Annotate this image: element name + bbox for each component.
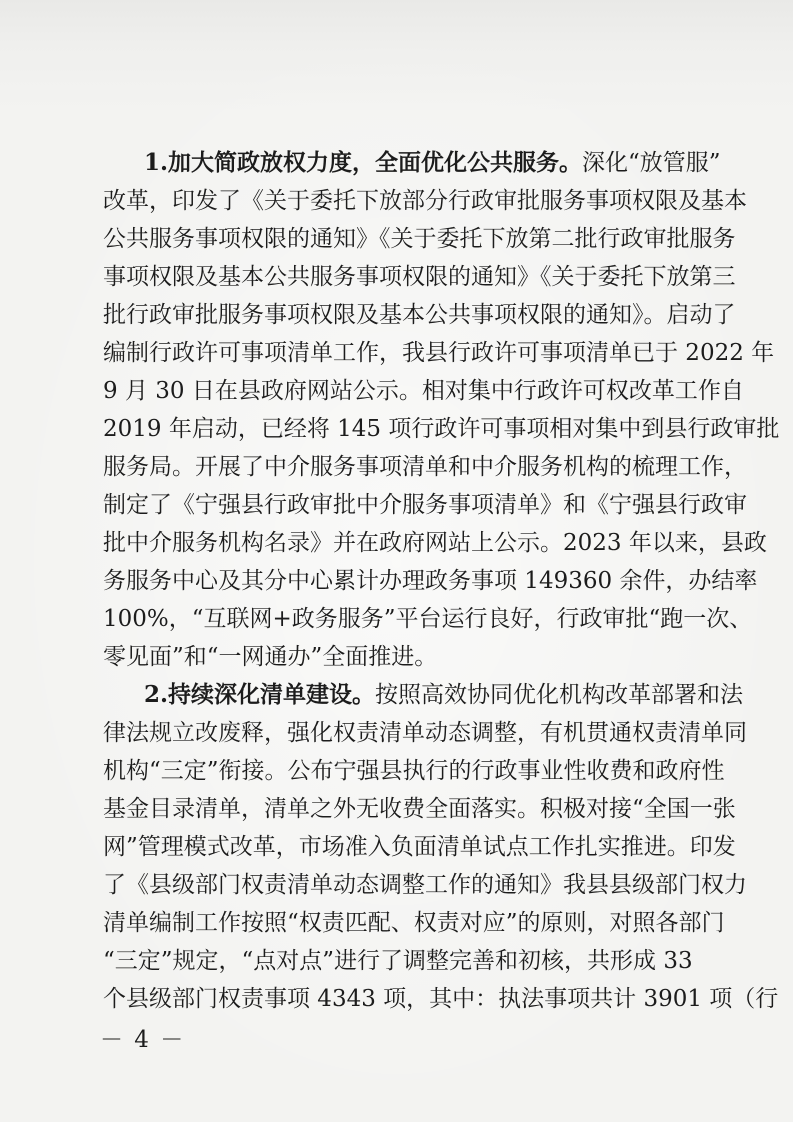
section1-line-2: 公共服务事项权限的通知》《关于委托下放第二批行政审批服务 [103, 226, 736, 252]
section1-line-11: 务服务中心及其分中心累计办理政务事项 149360 余件，办结率 [103, 568, 758, 594]
section2-line-2: 机构“三定”衔接。公布宁强县执行的行政事业性收费和政府性 [103, 758, 725, 784]
section1-line-3: 事项权限及基本公共服务事项权限的通知》《关于委托下放第三 [103, 264, 736, 290]
section2-line-3: 基金目录清单，清单之外无收费全面落实。积极对接“全国一张 [103, 796, 736, 822]
page-number: － 4 － [100, 1027, 186, 1053]
section2-line-0: 按照高效协同优化机构改革部署和法 [375, 682, 744, 708]
section2-line-6: 清单编制工作按照“权责匹配、权责对应”的原则，对照各部门 [103, 910, 725, 936]
section1-line-8: 服务局。开展了中介服务事项清单和中介服务机构的梳理工作， [103, 454, 747, 480]
section1-line-0: 深化“放管服” [582, 150, 721, 176]
section1-line-6: 9 月 30 日在县政府网站公示。相对集中行政许可权改革工作自 [103, 378, 744, 404]
section2-line-8: 个县级部门权责事项 4343 项，其中：执法事项共计 3901 项（行 [103, 986, 779, 1012]
section2-heading: 2.持续深化清单建设。 [144, 681, 376, 708]
section1-line-1: 改革，印发了《关于委托下放部分行政审批服务事项权限及基本 [103, 188, 747, 214]
scan-top-shadow [0, 0, 793, 110]
section2-line-5: 了《县级部门权责清单动态调整工作的通知》我县县级部门权力 [103, 872, 747, 898]
section1-line-7: 2019 年启动，已经将 145 项行政许可事项相对集中到县行政审批 [103, 416, 780, 442]
section1-line-10: 批中介服务机构名录》并在政府网站上公示。2023 年以来，县政 [103, 530, 767, 556]
section1-line-9: 制定了《宁强县行政审批中介服务事项清单》和《宁强县行政审 [103, 492, 747, 518]
section1-line-12: 100%，“互联网+政务服务”平台运行良好，行政审批“跑一次、 [103, 606, 753, 632]
section1-first-line [144, 144, 721, 182]
section1-line-5: 编制行政许可事项清单工作，我县行政许可事项清单已于 2022 年 [103, 340, 775, 366]
section2-line-1: 律法规立改废释，强化权责清单动态调整，有机贯通权责清单同 [103, 720, 747, 746]
section1-line-13: 零见面”和“一网通办”全面推进。 [103, 644, 438, 670]
section2-line-4: 网”管理模式改革，市场准入负面清单试点工作扎实推进。印发 [103, 834, 736, 860]
section1-line-4: 批行政审批服务事项权限及基本公共事项权限的通知》。启动了 [103, 302, 736, 328]
section1-heading: 1.加大简政放权力度，全面优化公共服务。 [144, 149, 583, 176]
section2-line-7: “三定”规定，“点对点”进行了调整完善和初核，共形成 33 [103, 948, 693, 974]
section2-first-line [144, 676, 744, 714]
